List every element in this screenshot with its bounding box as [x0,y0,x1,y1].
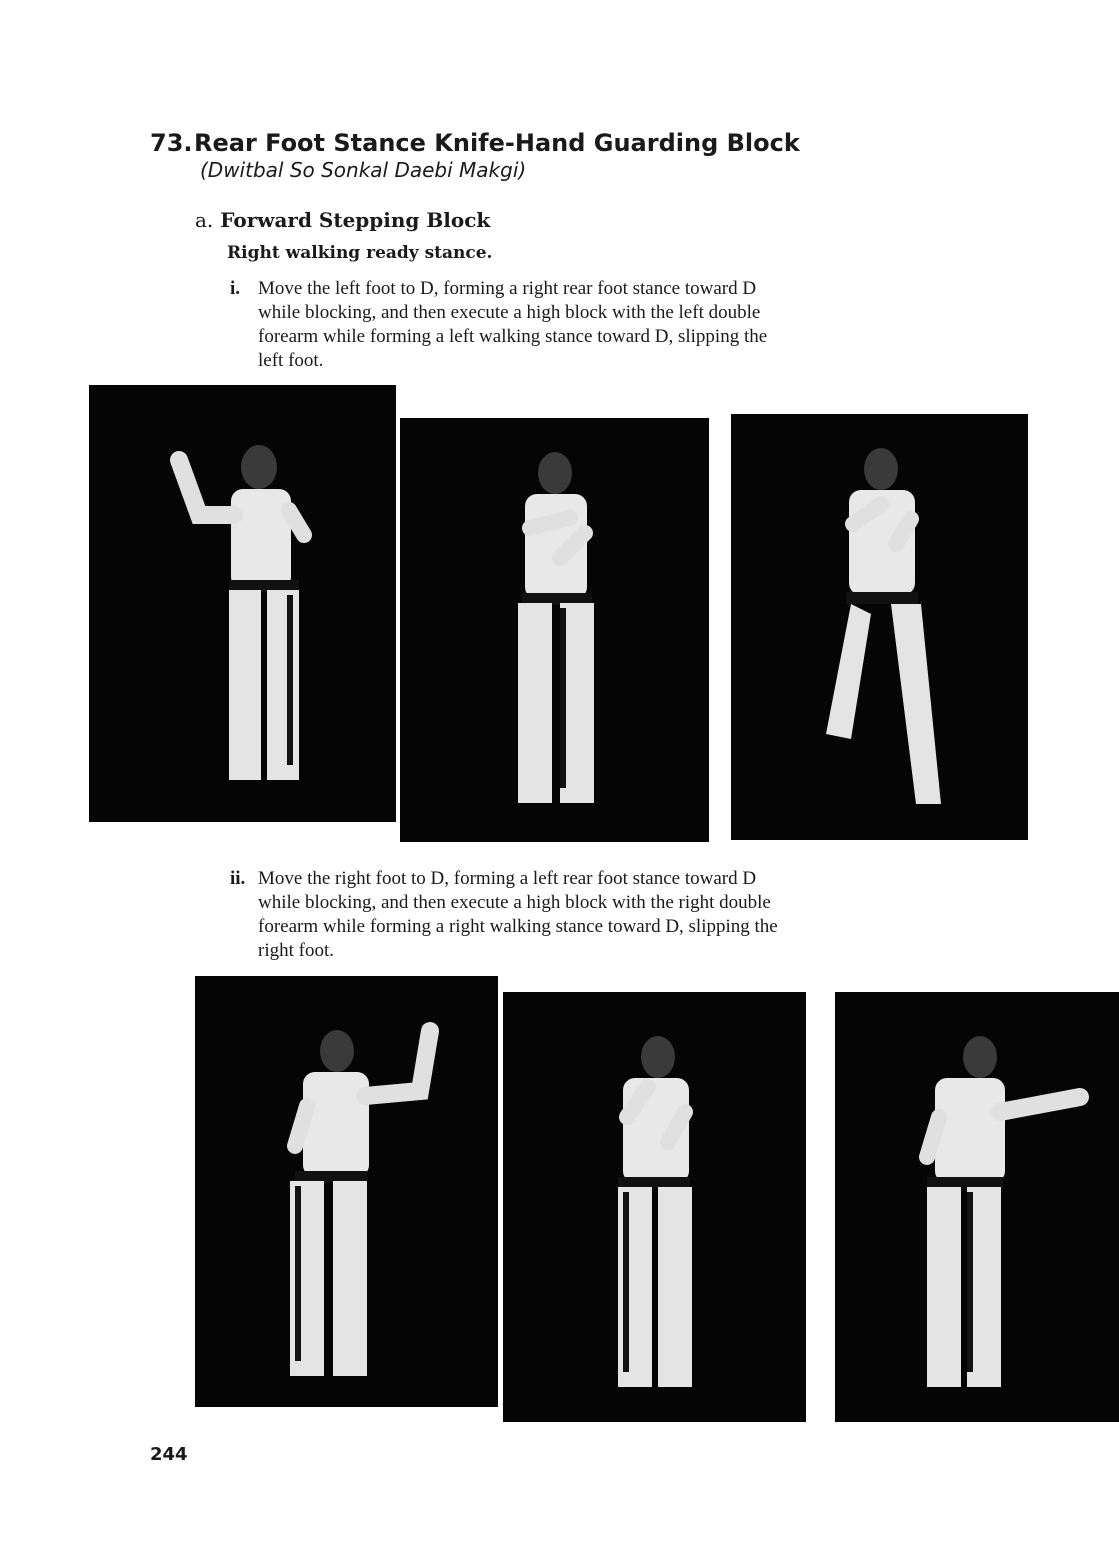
section-title: Rear Foot Stance Knife-Hand Guarding Block [194,129,800,157]
step-line: Move the left foot to D, forming a right rear foot stance toward D [258,278,757,299]
martial-artist-figure [400,418,709,842]
martial-artist-figure [835,992,1119,1422]
step-line: while blocking, and then execute a high block with the left double [258,302,761,323]
step-marker: i. [230,278,241,299]
photo-step-i-2 [400,418,709,842]
section-heading [150,128,970,182]
step-line: forearm while forming a left walking stance toward D, slipping the [258,326,768,347]
step-line: forearm while forming a right walking stance toward D, slipping the [258,916,778,937]
photo-step-i-1 [89,385,396,822]
step-marker: ii. [230,868,246,889]
step-line: Move the right foot to D, forming a left rear foot stance toward D [258,868,757,889]
step-line: left foot. [258,350,324,371]
section-number: 73. [150,129,193,157]
section-korean-name: (Dwitbal So Sonkal Daebi Makgi) [200,158,527,182]
step-ii [230,867,970,963]
subsection-letter: a. [195,208,214,232]
step-i [230,277,970,373]
martial-artist-figure [503,992,806,1422]
photo-step-ii-3 [835,992,1119,1422]
photo-step-ii-1 [195,976,498,1407]
step-line: while blocking, and then execute a high block with the right double [258,892,771,913]
martial-artist-figure [731,414,1028,840]
photo-step-i-3 [731,414,1028,840]
page-number: 244 [150,1444,188,1465]
subsection-heading [195,208,490,232]
martial-artist-figure [195,976,498,1407]
photo-step-ii-2 [503,992,806,1422]
subsection-title: Forward Stepping Block [220,208,491,232]
ready-stance: Right walking ready stance. [227,243,493,263]
martial-artist-figure [89,385,396,822]
step-line: right foot. [258,940,334,961]
